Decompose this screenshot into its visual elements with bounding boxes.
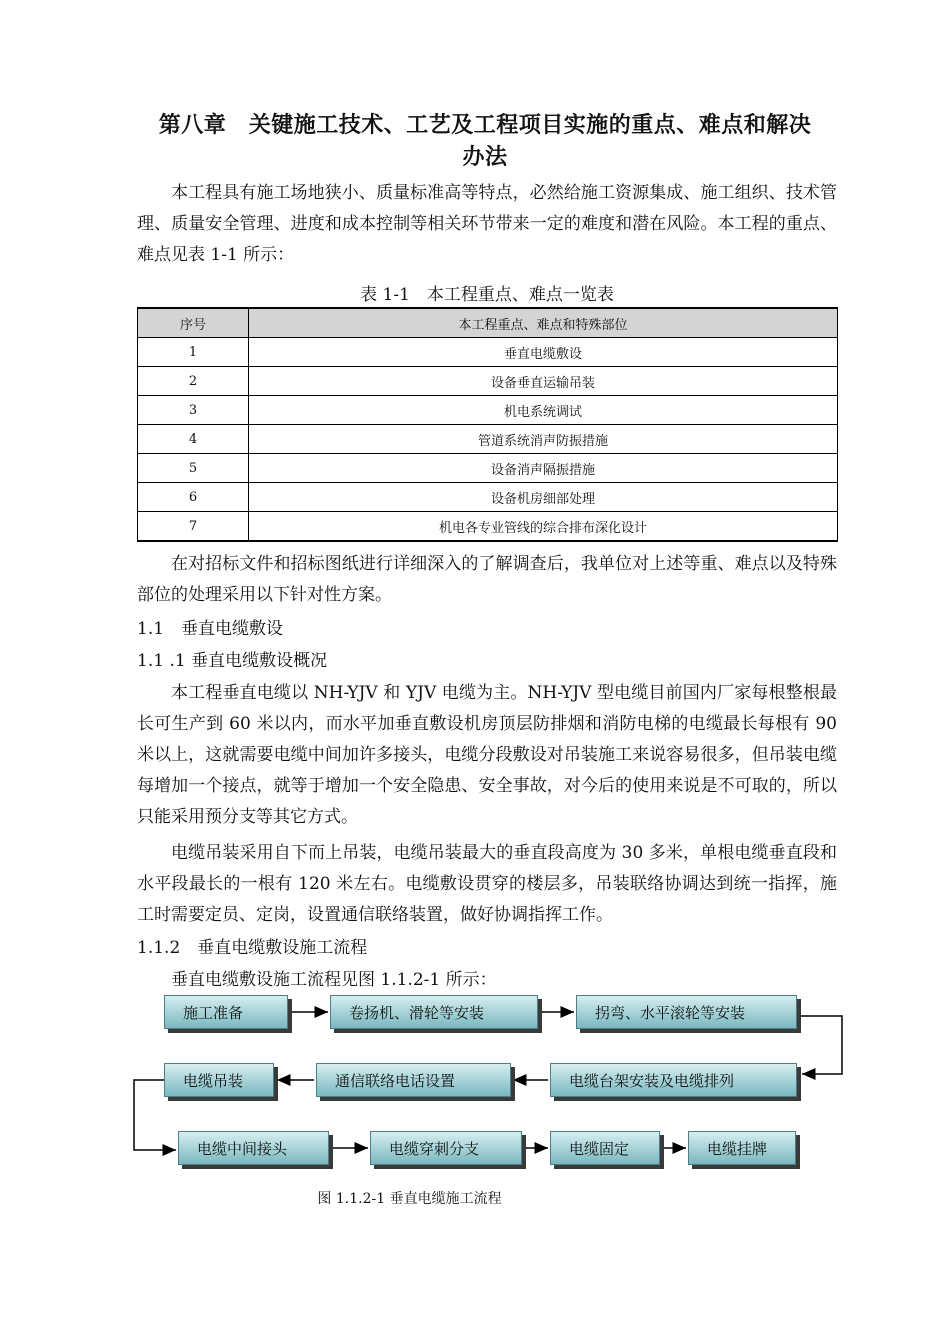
flow-step-2: 卷扬机、滑轮等安装 [330, 995, 538, 1029]
section-heading-1-1-1: 1.1 .1 垂直电缆敷设概况 [137, 651, 328, 671]
row-item: 设备消声隔振措施 [249, 454, 838, 483]
table-header-no: 序号 [138, 308, 249, 338]
row-item: 设备垂直运输吊装 [249, 367, 838, 396]
row-number: 4 [138, 425, 249, 454]
section-heading-1-1: 1.1 垂直电缆敷设 [137, 619, 284, 639]
row-number: 1 [138, 338, 249, 367]
row-item: 设备机房细部处理 [249, 483, 838, 512]
row-number: 3 [138, 396, 249, 425]
figure-caption: 图 1.1.2-1 垂直电缆施工流程 [317, 1191, 502, 1207]
flow-intro: 垂直电缆敷设施工流程见图 1.1.2-1 所示： [171, 970, 497, 990]
flow-step-6: 电缆吊装 [164, 1063, 274, 1097]
after-table-paragraph: 在对招标文件和招标图纸进行详细深入的了解调查后，我单位对上述等重、难点以及特殊部位的处理采用以下针对性方案。 [137, 554, 837, 605]
flow-step-1: 施工准备 [164, 995, 288, 1029]
row-number: 6 [138, 483, 249, 512]
flow-step-5: 通信联络电话设置 [316, 1063, 511, 1097]
flow-step-4: 电缆台架安装及电缆排列 [550, 1063, 797, 1097]
row-number: 2 [138, 367, 249, 396]
row-number: 7 [138, 512, 249, 542]
chapter-title-line2: 办法 [462, 145, 508, 170]
arrow-3-4 [798, 1016, 842, 1074]
intro-paragraph: 本工程具有施工场地狭小、质量标准高等特点，必然给施工资源集成、施工组织、技术管理、质量安全管理、进度和成本控制等相关环节带来一定的难度和潜在风险。本工程的重点、难点见表 1-1 所示： [137, 183, 837, 265]
row-item: 机电各专业管线的综合排布深化设计 [249, 512, 838, 542]
flow-step-10: 电缆挂牌 [688, 1131, 796, 1165]
flow-step-7: 电缆中间接头 [178, 1131, 329, 1165]
flow-step-9: 电缆固定 [550, 1131, 660, 1165]
flow-step-3: 拐弯、水平滚轮等安装 [576, 995, 797, 1029]
overview-paragraph: 本工程垂直电缆以 NH-YJV 和 YJV 电缆为主。NH-YJV 型电缆目前国内厂家每根整根最长可生产到 60 米以内，而水平加垂直敷设机房顶层防排烟和消防电梯的电缆最长每根有 90 米以上，这就需要电缆中间加许多接头，电缆分段敷设对吊装施工来说容易很多，但吊装电缆每增加一个接点，就等于增加一个安全隐患、安全事故，对今后的使用来说是不可取的，所以只能采用预分支等其它方式。 [137, 683, 837, 827]
table-caption: 表 1-1 本工程重点、难点一览表 [360, 285, 614, 305]
hoisting-paragraph: 电缆吊装采用自下而上吊装，电缆吊装最大的垂直段高度为 30 多米，单根电缆垂直段和水平段最长的一根有 120 米左右。电缆敷设贯穿的楼层多，吊装联络协调达到统一指挥，施工时需要定员、定岗，设置通信联络装置，做好协调指挥工作。 [137, 843, 837, 925]
row-number: 5 [138, 454, 249, 483]
chapter-title-line1: 第八章 关键施工技术、工艺及工程项目实施的重点、难点和解决 [158, 113, 812, 138]
row-item: 管道系统消声防振措施 [249, 425, 838, 454]
row-item: 垂直电缆敷设 [249, 338, 838, 367]
section-heading-1-1-2: 1.1.2 垂直电缆敷设施工流程 [137, 938, 368, 958]
flow-step-8: 电缆穿刺分支 [370, 1131, 522, 1165]
table-header-item: 本工程重点、难点和特殊部位 [249, 308, 838, 338]
row-item: 机电系统调试 [249, 396, 838, 425]
